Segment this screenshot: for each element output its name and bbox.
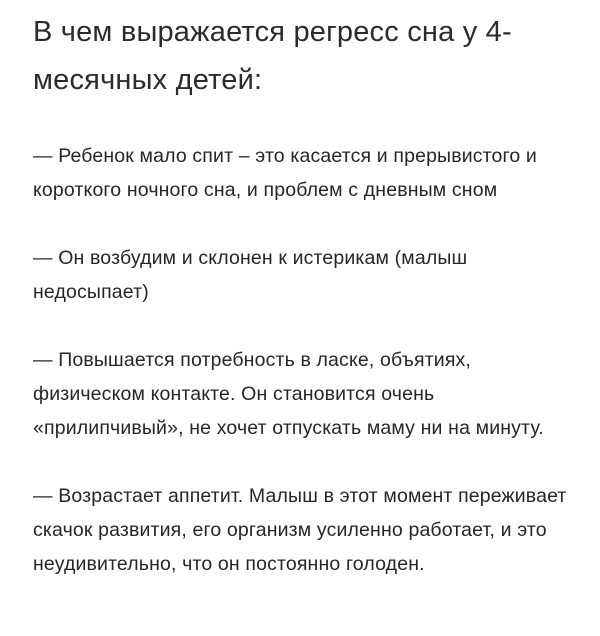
list-item: — Он возбудим и склонен к истерикам (малыш недосыпает) <box>33 247 468 303</box>
symptom-list <box>33 139 580 581</box>
list-item: — Возрастает аппетит. Малыш в этот момент переживает скачок развития, его организм усиленно работает, и это неудивительно, что он постоянно голоден. <box>33 485 567 575</box>
article-title: В чем выражается регресс сна у 4-месячных детей: <box>33 16 512 96</box>
list-item: — Повышается потребность в ласке, объятиях, физическом контакте. Он становится очень «прилипчивый», не хочет отпускать маму ни на минуту. <box>33 349 544 439</box>
list-item: — Ребенок мало спит – это касается и прерывистого и короткого ночного сна, и проблем с дневным сном <box>33 145 537 201</box>
